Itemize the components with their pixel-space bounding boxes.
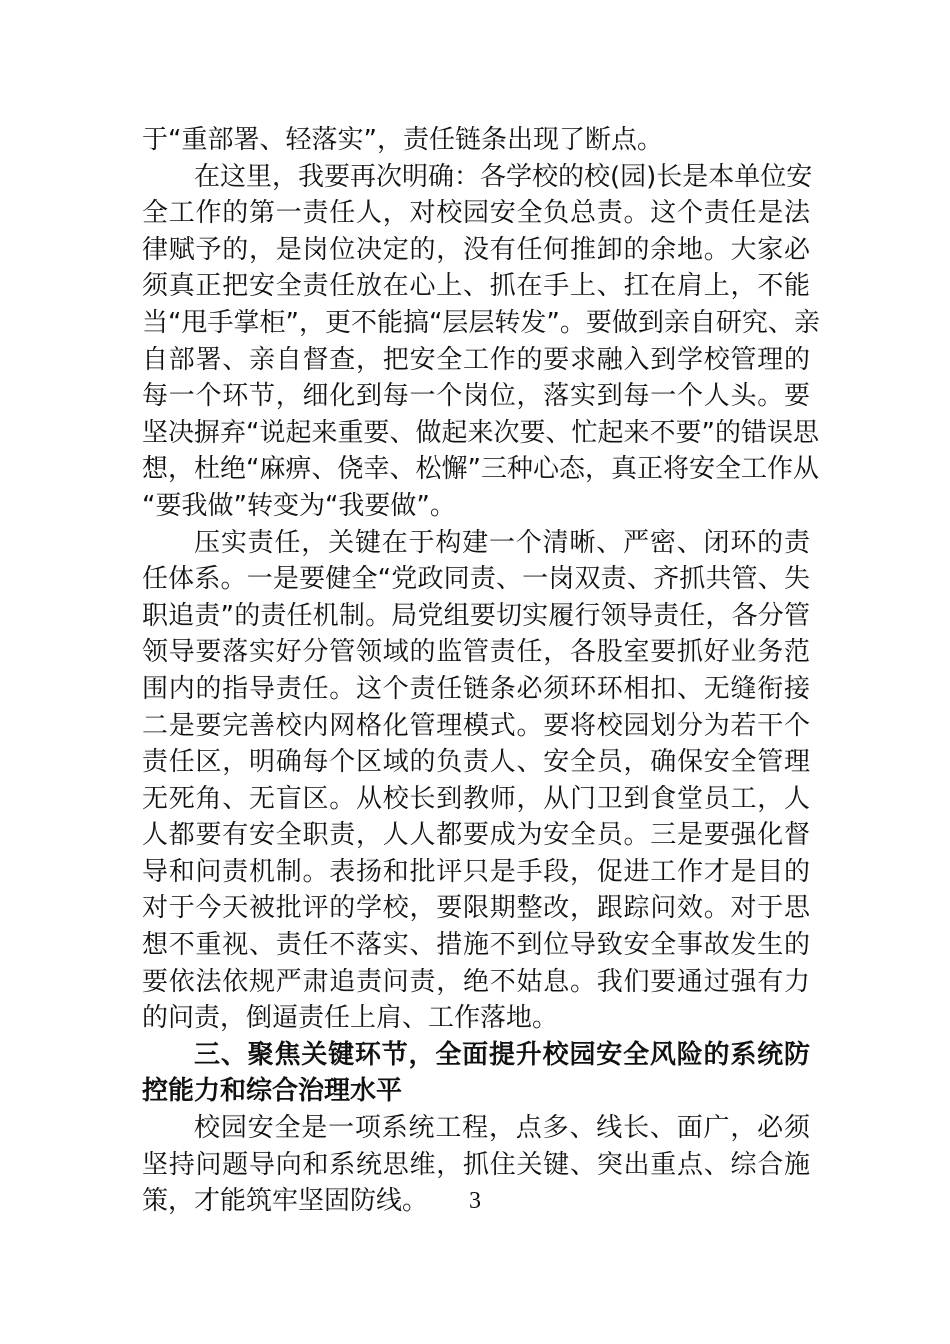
- text-line: 全工作的第一责任人，对校园安全负总责。这个责任是法: [142, 198, 810, 229]
- heading-line: 控能力和综合治理水平: [142, 1076, 403, 1107]
- text-line: 围内的指导责任。这个责任链条必须环环相扣、无缝衔接: [142, 673, 810, 704]
- section-heading: [142, 1037, 810, 1110]
- page-number: 3: [469, 1188, 481, 1214]
- text-line: “要我做”转变为“我要做”。: [142, 490, 456, 521]
- text-line: 于“重部署、轻落实”，责任链条出现了断点。: [142, 125, 663, 155]
- text-line: 校园安全是一项系统工程，点多、线长、面广，必须: [194, 1113, 810, 1144]
- text-line: 自部署、亲自督查，把安全工作的要求融入到学校管理的: [142, 344, 810, 375]
- text-line: 要依法依规严肃追责问责，绝不姑息。我们要通过强有力: [142, 966, 810, 997]
- heading-line: 三、聚焦关键环节，全面提升校园安全风险的系统防: [194, 1039, 810, 1070]
- text-line: 想不重视、责任不落实、措施不到位导致安全事故发生的: [142, 930, 810, 961]
- text-line: 责任区，明确每个区域的负责人、安全员，确保安全管理: [142, 747, 810, 778]
- text-line: 坚持问题导向和系统思维，抓住关键、突出重点、综合施: [142, 1149, 810, 1180]
- text-line: 坚决摒弃“说起来重要、做起来次要、忙起来不要”的错误思: [142, 417, 819, 448]
- paragraph-continuation: [142, 122, 810, 159]
- text-line: 领导要落实好分管领域的监管责任，各股室要抓好业务范: [142, 637, 810, 668]
- text-line: 压实责任，关键在于构建一个清晰、严密、闭环的责: [194, 527, 810, 558]
- text-line: 在这里，我要再次明确：各学校的校(园)长是本单位安: [194, 161, 813, 192]
- text-line: 二是要完善校内网格化管理模式。要将校园划分为若干个: [142, 710, 810, 741]
- text-line: 对于今天被批评的学校，要限期整改，跟踪问效。对于思: [142, 893, 810, 924]
- text-line: 策，才能筑牢坚固防线。: [142, 1186, 429, 1217]
- text-line: 想，杜绝“麻痹、侥幸、松懈”三种心态，真正将安全工作从: [142, 454, 819, 485]
- text-line: 人都要有安全职责，人人都要成为安全员。三是要强化督: [142, 820, 810, 851]
- text-line: 当“甩手掌柜”，更不能搞“层层转发”。要做到亲自研究、亲: [142, 307, 820, 338]
- text-line: 无死角、无盲区。从校长到教师，从门卫到食堂员工，人: [142, 783, 810, 814]
- text-line: 任体系。一是要健全“党政同责、一岗双责、齐抓共管、失: [142, 564, 810, 595]
- text-line: 的问责，倒逼责任上肩、工作落地。: [142, 1003, 559, 1034]
- text-line: 律赋予的，是岗位决定的，没有任何推卸的余地。大家必: [142, 234, 810, 265]
- paragraph-responsibility-system: [142, 525, 810, 1037]
- paragraph-principal-responsibility: [142, 159, 820, 525]
- text-line: 导和问责机制。表扬和批评只是手段，促进工作才是目的: [142, 856, 810, 887]
- text-line: 职追责”的责任机制。局党组要切实履行领导责任，各分管: [142, 600, 810, 631]
- text-line: 每一个环节，细化到每一个岗位，落实到每一个人头。要: [142, 381, 810, 412]
- text-line: 须真正把安全责任放在心上、抓在手上、扛在肩上，不能: [142, 271, 810, 302]
- document-body: [142, 122, 820, 1220]
